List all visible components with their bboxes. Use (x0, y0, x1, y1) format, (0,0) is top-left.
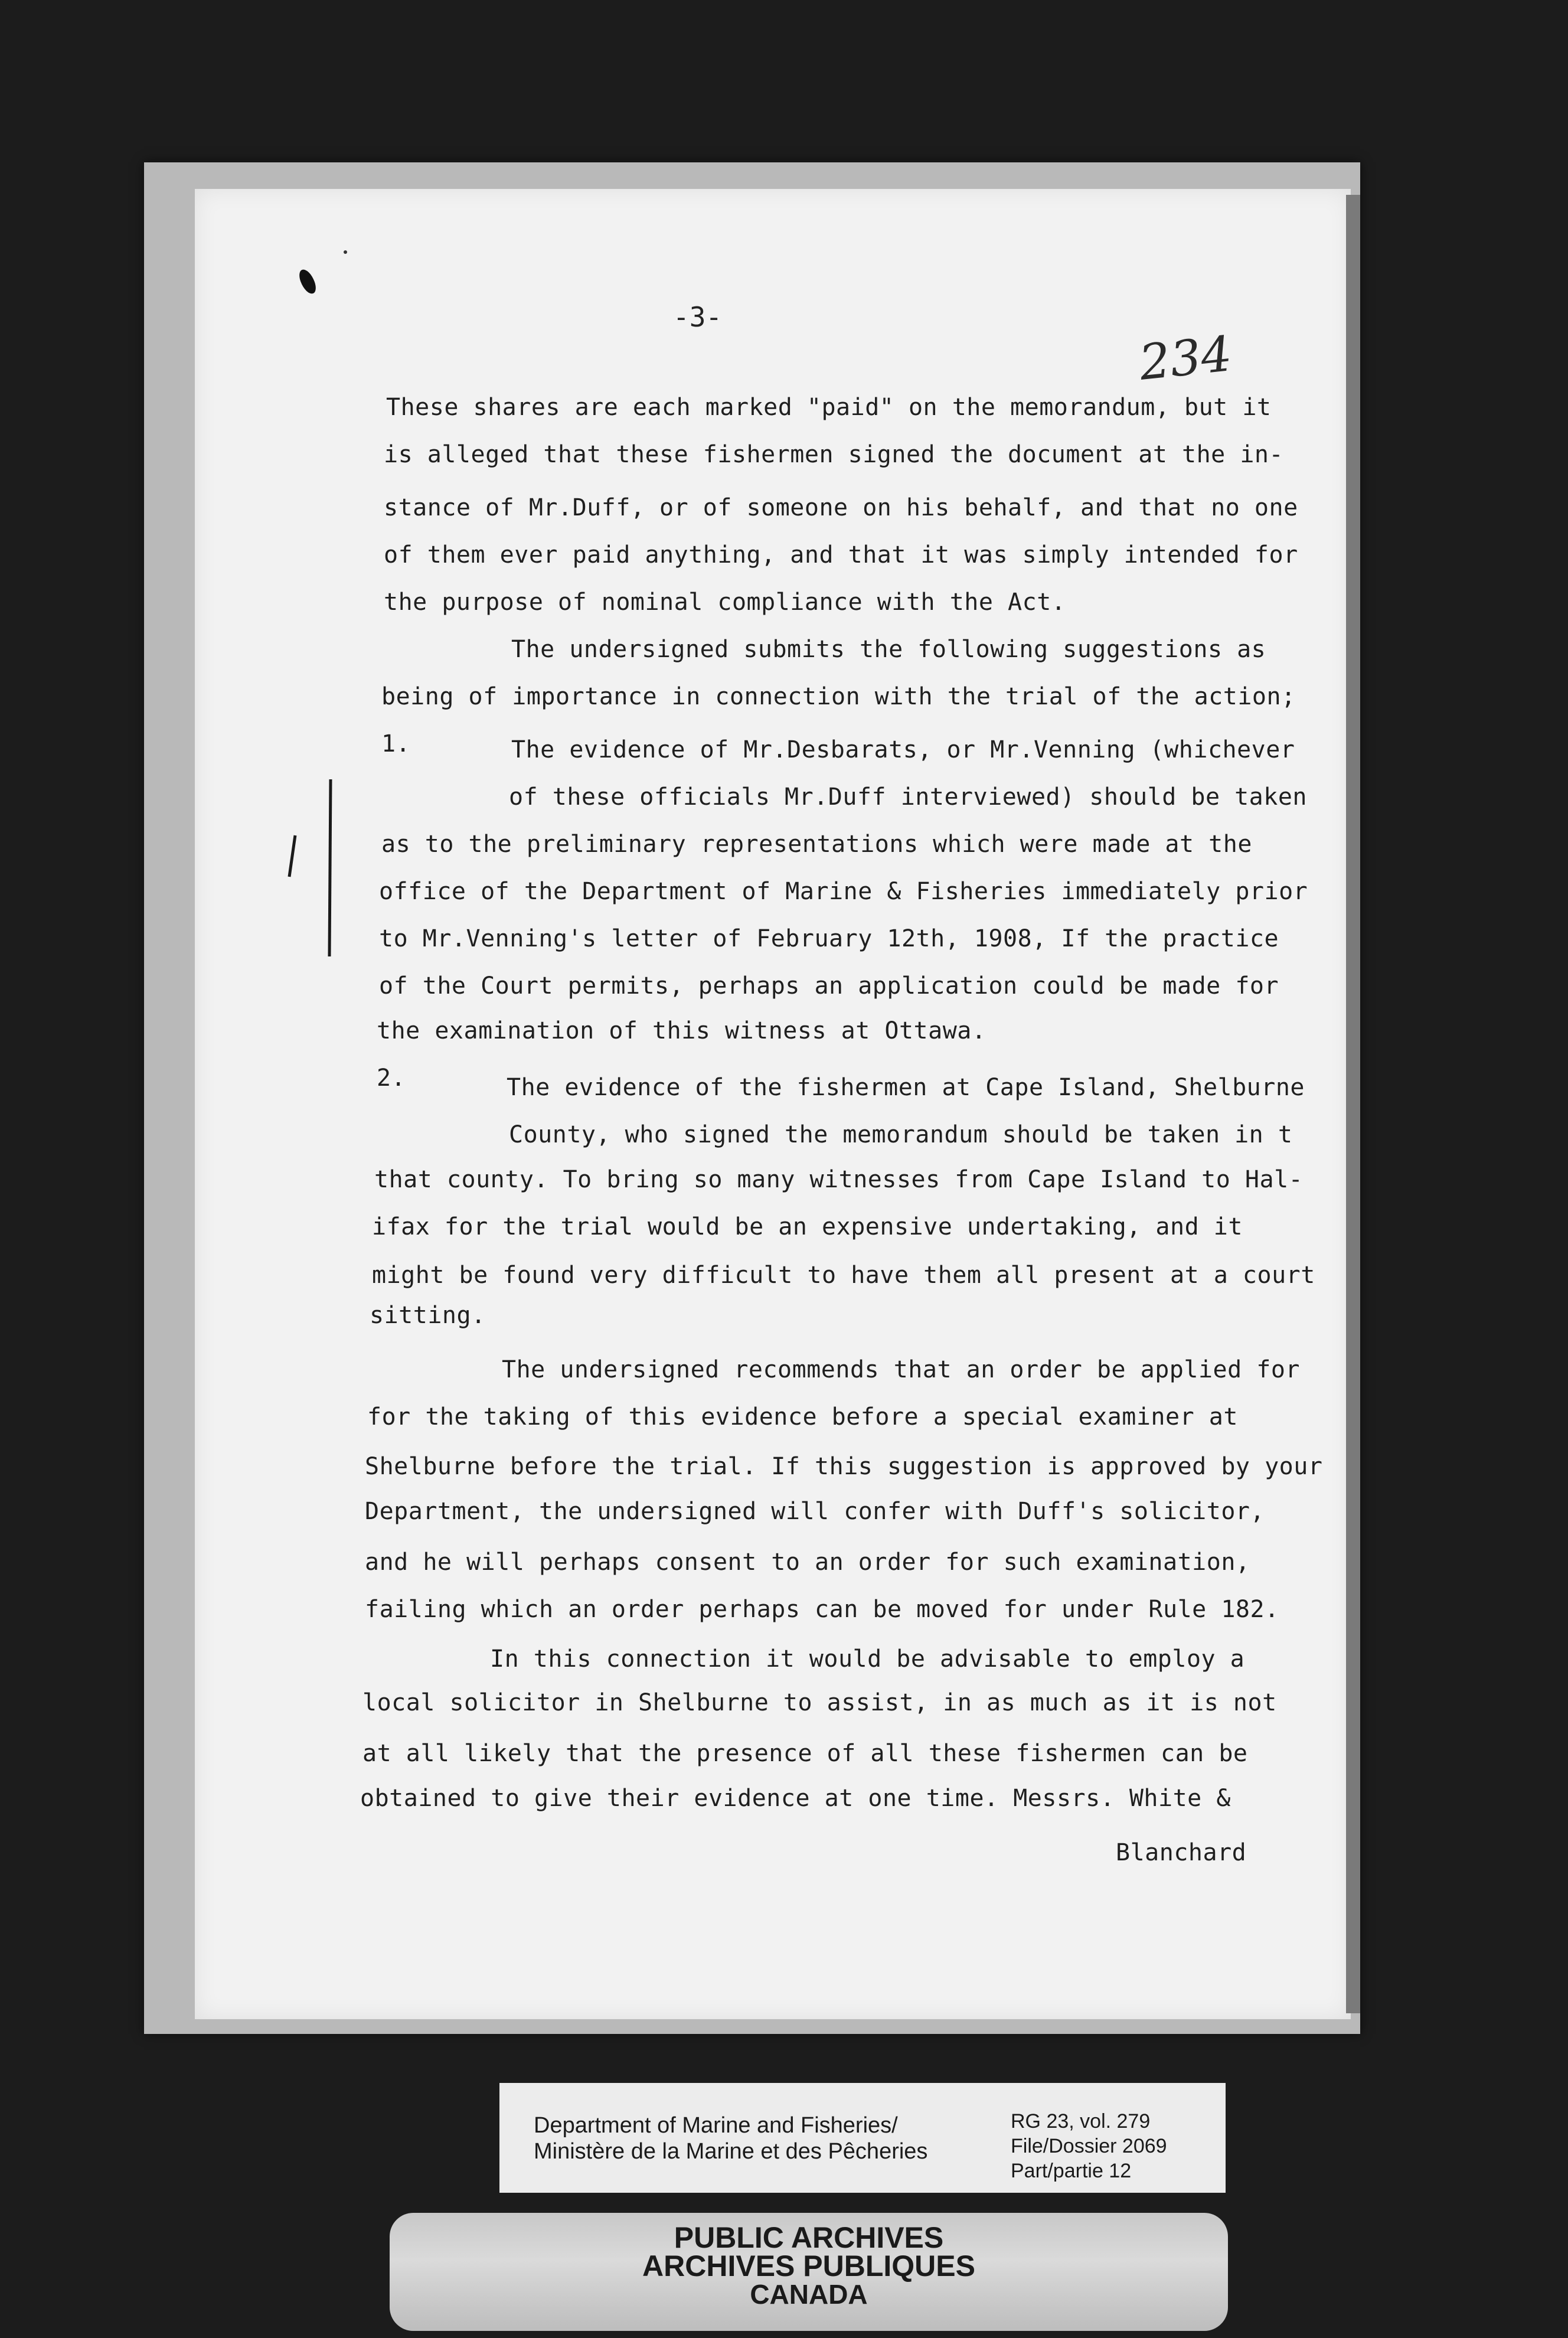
archive-reference-label (499, 2083, 1226, 2193)
text-line: The evidence of Mr.Desbarats, or Mr.Venning (whichever (511, 736, 1295, 763)
list-number: 1. (381, 730, 411, 757)
text-line: stance of Mr.Duff, or of someone on his behalf, and that no one (384, 494, 1298, 521)
text-line: In this connection it would be advisable to employ a (490, 1645, 1245, 1673)
text-line: for the taking of this evidence before a special examiner at (367, 1403, 1238, 1431)
archives-line-country: CANADA (750, 2279, 868, 2310)
list-number: 2. (377, 1064, 406, 1092)
department-names (534, 2112, 927, 2164)
text-line: is alleged that these fishermen signed the document at the in- (384, 441, 1284, 468)
text-line: obtained to give their evidence at one time. Messrs. White & (360, 1785, 1231, 1812)
page-edge-shadow (1346, 195, 1360, 2013)
text-line: Department, the undersigned will confer with Duff's solicitor, (365, 1498, 1265, 1525)
margin-stroke-long (329, 779, 331, 956)
page-number: -3- (673, 301, 723, 333)
text-line: to Mr.Venning's letter of February 12th, 1908, If the practice (379, 925, 1279, 952)
text-line: at all likely that the presence of all these fishermen can be (362, 1740, 1248, 1767)
public-archives-stamp (390, 2213, 1228, 2331)
text-line: the examination of this witness at Ottawa. (377, 1017, 986, 1044)
text-line: as to the preliminary representations which were made at the (381, 831, 1252, 858)
text-line: These shares are each marked "paid" on the memorandum, but it (386, 394, 1272, 421)
text-line: the purpose of nominal compliance with the Act. (384, 589, 1066, 616)
text-line: office of the Department of Marine & Fisheries immediately prior (379, 878, 1308, 905)
reference-numbers (1011, 2109, 1167, 2183)
text-line: of them ever paid anything, and that it was simply intended for (384, 541, 1298, 569)
text-line: failing which an order perhaps can be moved for under Rule 182. (365, 1596, 1279, 1623)
department-english: Department of Marine and Fisheries/ (534, 2113, 898, 2138)
text-line: that county. To bring so many witnesses from Cape Island to Hal- (374, 1166, 1304, 1193)
text-line: and he will perhaps consent to an order for such examination, (365, 1549, 1250, 1576)
text-line: of these officials Mr.Duff interviewed) should be taken (509, 783, 1308, 811)
text-line: being of importance in connection with the trial of the action; (381, 683, 1296, 710)
department-french: Ministère de la Marine et des Pêcheries (534, 2139, 928, 2164)
text-line: might be found very difficult to have them all present at a court (372, 1262, 1315, 1289)
archives-line-french: ARCHIVES PUBLIQUES (642, 2249, 975, 2283)
archives-line-english: PUBLIC ARCHIVES (674, 2221, 944, 2254)
text-line: The undersigned submits the following suggestions as (511, 636, 1266, 663)
text-line: local solicitor in Shelburne to assist, in as much as it is not (362, 1689, 1277, 1716)
ink-dot-mark (344, 250, 347, 254)
text-line: The evidence of the fishermen at Cape Island, Shelburne (507, 1074, 1305, 1101)
file-reference: File/Dossier 2069 (1011, 2135, 1167, 2157)
part-reference: Part/partie 12 (1011, 2160, 1132, 2182)
text-line: Blanchard (1116, 1839, 1247, 1866)
margin-check-mark (283, 779, 354, 968)
handwritten-folio-number: 234 (1136, 326, 1235, 391)
text-line: The undersigned recommends that an order be applied for (502, 1356, 1301, 1383)
text-line: County, who signed the memorandum should be taken in t (509, 1121, 1293, 1148)
text-line: Shelburne before the trial. If this suggestion is approved by your (365, 1453, 1323, 1480)
text-line: sitting. (370, 1302, 486, 1329)
margin-stroke-short (289, 835, 295, 877)
record-group-reference: RG 23, vol. 279 (1011, 2110, 1151, 2133)
text-line: ifax for the trial would be an expensive undertaking, and it (372, 1213, 1243, 1240)
text-line: of the Court permits, perhaps an application could be made for (379, 972, 1279, 1000)
